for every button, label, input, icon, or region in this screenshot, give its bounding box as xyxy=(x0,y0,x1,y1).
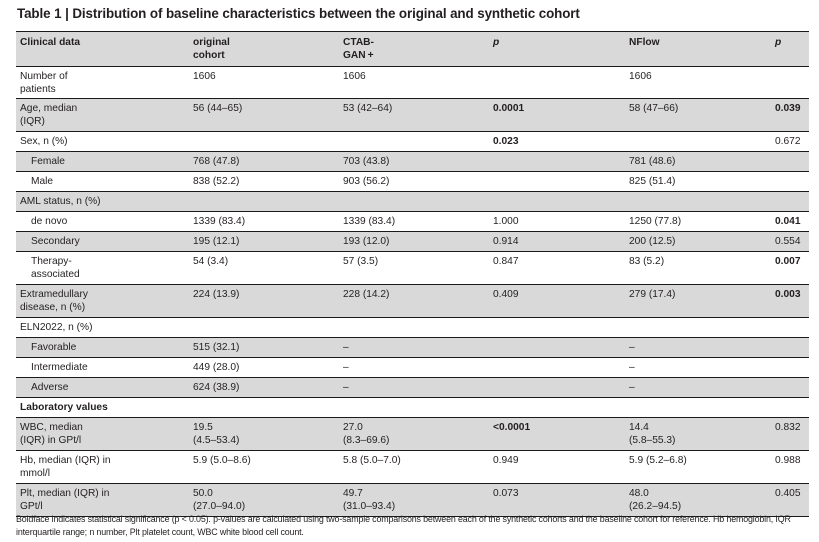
ctab-cell: 1606 xyxy=(339,67,489,99)
original-cell: 838 (52.2) xyxy=(189,172,339,192)
table-row xyxy=(16,172,809,192)
table-row xyxy=(16,232,809,252)
p-nflow-cell xyxy=(775,192,809,212)
section-label-laboratory: Laboratory values xyxy=(16,398,189,418)
row-label: AML status, n (%) xyxy=(16,192,189,212)
nflow-cell: 58 (47–66) xyxy=(625,99,775,132)
p-nflow-cell xyxy=(775,338,809,358)
table-row xyxy=(16,451,809,484)
row-label: Female xyxy=(16,152,189,172)
row-label: Adverse xyxy=(16,378,189,398)
nflow-cell: 1606 xyxy=(625,67,775,99)
ctab-cell: 903 (56.2) xyxy=(339,172,489,192)
original-cell: 5.9 (5.0–8.6) xyxy=(189,451,339,484)
row-label: de novo xyxy=(16,212,189,232)
p-nflow-cell xyxy=(775,67,809,99)
baseline-characteristics-table xyxy=(16,31,809,517)
p-ctab-cell xyxy=(489,358,625,378)
table-row xyxy=(16,99,809,132)
original-cell: 1339 (83.4) xyxy=(189,212,339,232)
table-row xyxy=(16,132,809,152)
ctab-cell: 5.8 (5.0–7.0) xyxy=(339,451,489,484)
ctab-cell: 27.0 (8.3–69.6) xyxy=(339,418,489,451)
header-row xyxy=(16,32,809,67)
nflow-cell: 83 (5.2) xyxy=(625,252,775,285)
p-ctab-cell: 0.914 xyxy=(489,232,625,252)
ctab-cell: 193 (12.0) xyxy=(339,232,489,252)
p-ctab-cell: 0.0001 xyxy=(489,99,625,132)
p-ctab-cell: <0.0001 xyxy=(489,418,625,451)
ctab-cell: 1339 (83.4) xyxy=(339,212,489,232)
p-ctab-cell xyxy=(489,152,625,172)
p-ctab-cell xyxy=(489,378,625,398)
table-footnote: Boldface indicates statistical significance (p < 0.05). p-values are calculated using two-sample comparisons between each of the synthetic cohorts and the baseline cohort for reference. Hb hemoglobin, IQR interquartile range; n number, Plt platelet count, WBC white blood cell count. xyxy=(16,514,791,537)
row-label: Male xyxy=(16,172,189,192)
p-ctab-cell xyxy=(489,67,625,99)
table-row xyxy=(16,484,809,517)
original-cell: 56 (44–65) xyxy=(189,99,339,132)
nflow-cell xyxy=(625,132,775,152)
header-p-nflow: p xyxy=(775,32,809,67)
ctab-cell xyxy=(339,318,489,338)
table-row xyxy=(16,338,809,358)
p-ctab-cell: 0.023 xyxy=(489,132,625,152)
nflow-cell: – xyxy=(625,338,775,358)
ctab-cell: 53 (42–64) xyxy=(339,99,489,132)
p-ctab-cell: 0.409 xyxy=(489,285,625,318)
table-row xyxy=(16,252,809,285)
p-nflow-cell: 0.554 xyxy=(775,232,809,252)
table-row xyxy=(16,152,809,172)
p-nflow-cell xyxy=(775,152,809,172)
ctab-cell: 703 (43.8) xyxy=(339,152,489,172)
row-label: Therapy-associated xyxy=(16,252,189,285)
row-label: Intermediate xyxy=(16,358,189,378)
table-row xyxy=(16,285,809,318)
table-row xyxy=(16,192,809,212)
row-label: WBC, median (IQR) in GPt/l xyxy=(16,418,189,451)
original-cell: 19.5 (4.5–53.4) xyxy=(189,418,339,451)
original-cell: 1606 xyxy=(189,67,339,99)
table-title: Table 1 | Distribution of baseline characteristics between the original and synthetic cohort xyxy=(17,6,580,21)
original-cell: 195 (12.1) xyxy=(189,232,339,252)
row-label: Secondary xyxy=(16,232,189,252)
ctab-cell: 49.7 (31.0–93.4) xyxy=(339,484,489,517)
nflow-cell xyxy=(625,318,775,338)
p-ctab-cell: 0.949 xyxy=(489,451,625,484)
nflow-cell: 48.0 (26.2–94.5) xyxy=(625,484,775,517)
original-cell xyxy=(189,192,339,212)
p-nflow-cell xyxy=(775,172,809,192)
header-ctab-gan: CTAB-GAN + xyxy=(339,32,489,67)
table-row xyxy=(16,67,809,99)
p-nflow-cell: 0.988 xyxy=(775,451,809,484)
row-label: Extramedullary disease, n (%) xyxy=(16,285,189,318)
ctab-cell: – xyxy=(339,358,489,378)
original-cell xyxy=(189,398,339,418)
ctab-cell xyxy=(339,132,489,152)
original-cell: 624 (38.9) xyxy=(189,378,339,398)
p-ctab-cell xyxy=(489,192,625,212)
table-row xyxy=(16,358,809,378)
row-label: Age, median (IQR) xyxy=(16,99,189,132)
nflow-cell: 5.9 (5.2–6.8) xyxy=(625,451,775,484)
row-label: Plt, median (IQR) in GPt/l xyxy=(16,484,189,517)
row-label: ELN2022, n (%) xyxy=(16,318,189,338)
p-nflow-cell xyxy=(775,318,809,338)
p-ctab-cell xyxy=(489,338,625,358)
p-ctab-cell xyxy=(489,318,625,338)
header-p-ctab: p xyxy=(489,32,625,67)
table-row xyxy=(16,212,809,232)
original-cell: 54 (3.4) xyxy=(189,252,339,285)
row-label: Hb, median (IQR) in mmol/l xyxy=(16,451,189,484)
row-label: Number of patients xyxy=(16,67,189,99)
nflow-cell: 279 (17.4) xyxy=(625,285,775,318)
nflow-cell xyxy=(625,398,775,418)
nflow-cell: 200 (12.5) xyxy=(625,232,775,252)
p-ctab-cell xyxy=(489,398,625,418)
nflow-cell: 1250 (77.8) xyxy=(625,212,775,232)
nflow-cell: 14.4 (5.8–55.3) xyxy=(625,418,775,451)
p-ctab-cell: 0.847 xyxy=(489,252,625,285)
header-nflow: NFlow xyxy=(625,32,775,67)
original-cell: 224 (13.9) xyxy=(189,285,339,318)
table-row xyxy=(16,398,809,418)
original-cell xyxy=(189,132,339,152)
ctab-cell: – xyxy=(339,378,489,398)
original-cell: 449 (28.0) xyxy=(189,358,339,378)
ctab-cell xyxy=(339,398,489,418)
p-nflow-cell: 0.007 xyxy=(775,252,809,285)
p-ctab-cell xyxy=(489,172,625,192)
p-nflow-cell xyxy=(775,358,809,378)
p-ctab-cell: 0.073 xyxy=(489,484,625,517)
table-row xyxy=(16,378,809,398)
ctab-cell xyxy=(339,192,489,212)
p-nflow-cell: 0.003 xyxy=(775,285,809,318)
nflow-cell: – xyxy=(625,378,775,398)
nflow-cell: – xyxy=(625,358,775,378)
p-nflow-cell: 0.405 xyxy=(775,484,809,517)
ctab-cell: 57 (3.5) xyxy=(339,252,489,285)
original-cell xyxy=(189,318,339,338)
p-nflow-cell: 0.041 xyxy=(775,212,809,232)
original-cell: 515 (32.1) xyxy=(189,338,339,358)
row-label: Sex, n (%) xyxy=(16,132,189,152)
p-nflow-cell: 0.672 xyxy=(775,132,809,152)
original-cell: 50.0 (27.0–94.0) xyxy=(189,484,339,517)
p-nflow-cell: 0.039 xyxy=(775,99,809,132)
nflow-cell xyxy=(625,192,775,212)
p-nflow-cell xyxy=(775,398,809,418)
p-nflow-cell xyxy=(775,378,809,398)
nflow-cell: 781 (48.6) xyxy=(625,152,775,172)
row-label: Favorable xyxy=(16,338,189,358)
original-cell: 768 (47.8) xyxy=(189,152,339,172)
nflow-cell: 825 (51.4) xyxy=(625,172,775,192)
header-clinical-data: Clinical data xyxy=(16,32,189,67)
p-nflow-cell: 0.832 xyxy=(775,418,809,451)
p-ctab-cell: 1.000 xyxy=(489,212,625,232)
ctab-cell: – xyxy=(339,338,489,358)
header-original-cohort: original cohort xyxy=(189,32,339,67)
ctab-cell: 228 (14.2) xyxy=(339,285,489,318)
table-row xyxy=(16,418,809,451)
table-row xyxy=(16,318,809,338)
